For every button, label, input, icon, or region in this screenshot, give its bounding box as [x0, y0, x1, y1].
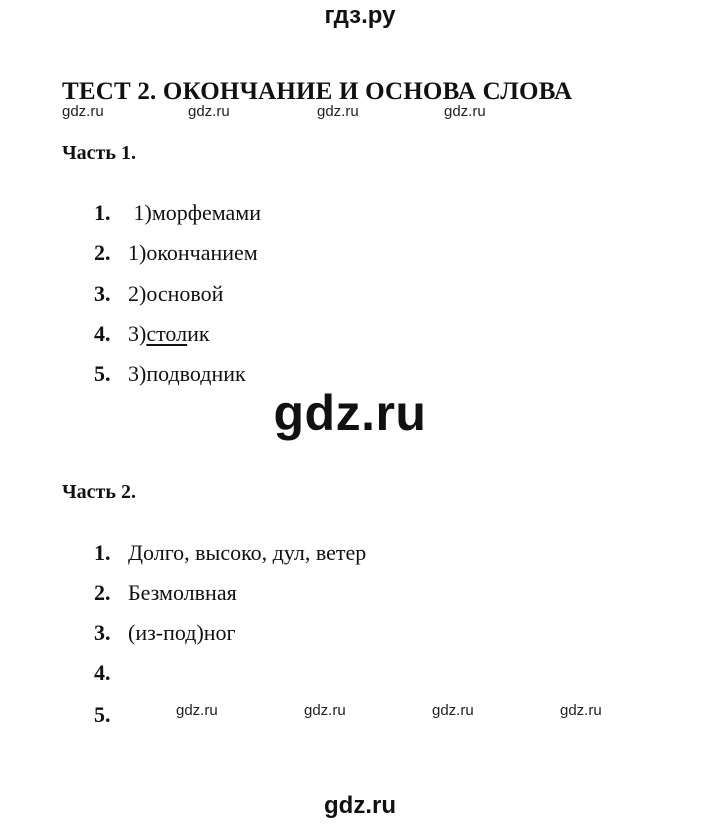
item-answer: Безмолвная — [128, 580, 237, 605]
item-number: 4. — [94, 321, 111, 346]
part2-item — [94, 620, 236, 646]
page-title: ТЕСТ 2. ОКОНЧАНИЕ И ОСНОВА СЛОВА — [62, 78, 573, 105]
part1-item — [94, 200, 261, 226]
part2-item — [94, 540, 366, 566]
watermark: gdz.ru — [560, 702, 602, 719]
item-number: 4. — [94, 660, 111, 685]
item-answer: Долго, высоко, дул, ветер — [128, 540, 367, 565]
item-number: 5. — [94, 361, 111, 386]
site-footer: gdz.ru — [324, 792, 396, 819]
item-answer: (из-под)ног — [128, 620, 236, 645]
watermark: gdz.ru — [62, 103, 104, 120]
watermark: gdz.ru — [188, 103, 230, 120]
part2-item — [94, 660, 128, 686]
item-number: 1. — [94, 200, 111, 225]
watermark: gdz.ru — [432, 702, 474, 719]
part2-title: Часть 2. — [62, 481, 136, 503]
item-answer: 2)основой — [128, 281, 224, 306]
item-number: 3. — [94, 281, 111, 306]
item-answer-suffix: ик — [187, 321, 210, 346]
item-answer-prefix: 3) — [128, 321, 147, 346]
item-answer: 1)морфемами — [128, 200, 261, 225]
item-number: 2. — [94, 240, 111, 265]
watermark: gdz.ru — [444, 103, 486, 120]
part2-item — [94, 702, 128, 728]
site-header: гдз.ру — [324, 2, 396, 29]
watermark: gdz.ru — [317, 103, 359, 120]
item-number: 5. — [94, 702, 111, 727]
item-number: 1. — [94, 540, 111, 565]
item-number: 3. — [94, 620, 111, 645]
item-answer: 1)окончанием — [128, 240, 258, 265]
part1-item — [94, 321, 210, 347]
part1-item — [94, 281, 223, 307]
part1-item — [94, 240, 258, 266]
watermark: gdz.ru — [176, 702, 218, 719]
part1-title: Часть 1. — [62, 142, 136, 164]
watermark: gdz.ru — [304, 702, 346, 719]
part2-item — [94, 580, 237, 606]
watermark-large: gdz.ru — [273, 385, 427, 441]
item-answer: 3)подводник — [128, 361, 246, 386]
stem-underlined: стол — [146, 321, 188, 346]
item-number: 2. — [94, 580, 111, 605]
